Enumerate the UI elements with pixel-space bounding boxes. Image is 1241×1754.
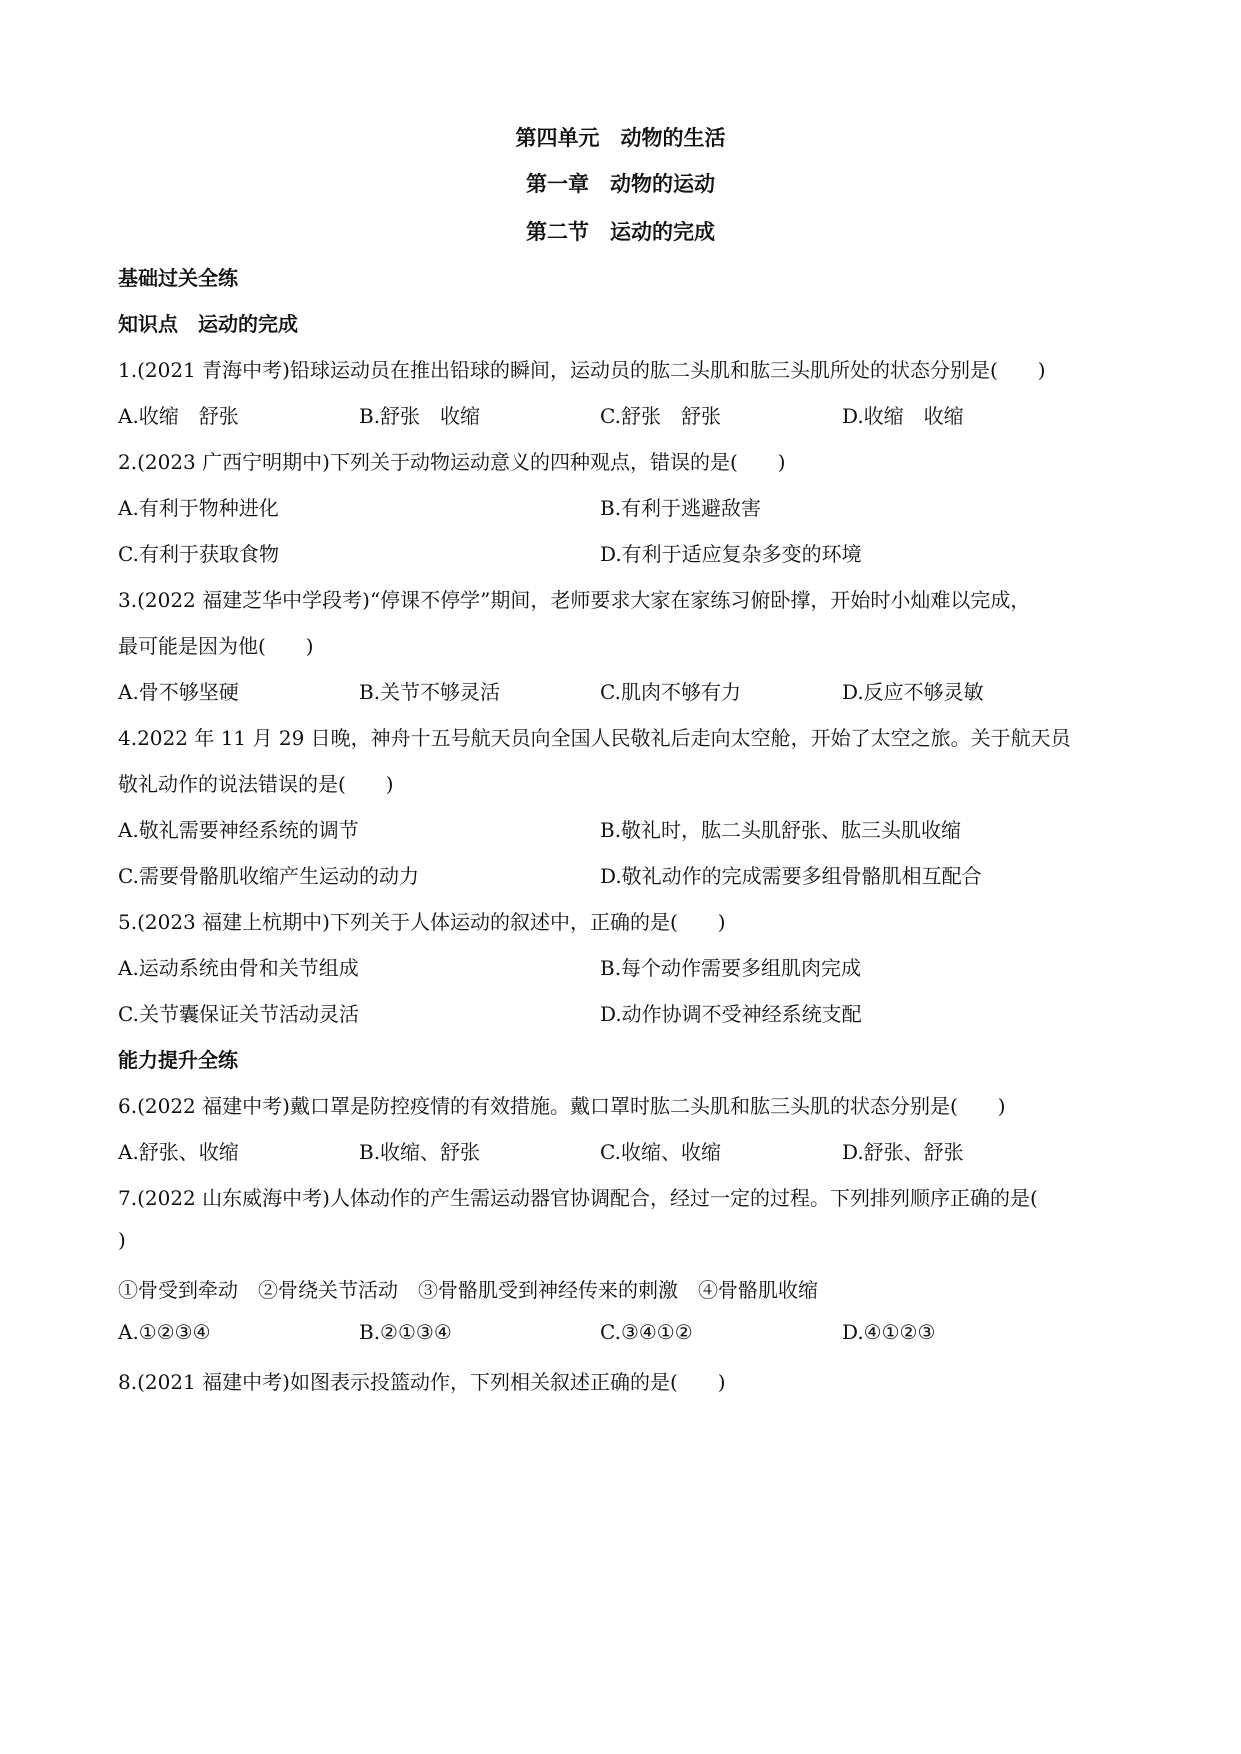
question-5-option-a: A.运动系统由骨和关节组成 — [118, 956, 359, 980]
advanced-practice-heading: 能力提升全练 — [118, 1048, 238, 1072]
question-7-stem-line-1: 7.(2022 山东威海中考)人体动作的产生需运动器官协调配合，经过一定的过程。下列排列顺序正确的是( — [118, 1186, 1038, 1210]
question-1-option-b: B.舒张 收缩 — [359, 404, 481, 428]
question-6-option-d: D.舒张、舒张 — [842, 1140, 964, 1164]
question-3-stem-line-2: 最可能是因为他( ) — [118, 634, 314, 658]
question-1-option-c: C.舒张 舒张 — [600, 404, 721, 428]
question-2-option-a: A.有利于物种进化 — [118, 496, 279, 520]
question-6-option-b: B.收缩、舒张 — [359, 1140, 481, 1164]
question-7-stem-line-2: ) — [118, 1228, 126, 1252]
question-7-option-d: D.④①②③ — [842, 1320, 936, 1344]
question-4-stem-line-1: 4.2022 年 11 月 29 日晚，神舟十五号航天员向全国人民敬礼后走向太空舱，开始了太空之旅。关于航天员 — [118, 726, 1071, 750]
question-5-option-d: D.动作协调不受神经系统支配 — [600, 1002, 862, 1026]
question-6-stem: 6.(2022 福建中考)戴口罩是防控疫情的有效措施。戴口罩时肱二头肌和肱三头肌的状态分别是( ) — [118, 1094, 1006, 1118]
section-title: 第二节 运动的完成 — [526, 220, 715, 244]
question-5-stem: 5.(2023 福建上杭期中)下列关于人体运动的叙述中，正确的是( ) — [118, 910, 726, 934]
question-4-option-c: C.需要骨骼肌收缩产生运动的动力 — [118, 864, 419, 888]
basic-practice-heading: 基础过关全练 — [118, 266, 238, 290]
question-3-option-b: B.关节不够灵活 — [359, 680, 501, 704]
question-7-option-c: C.③④①② — [600, 1320, 693, 1344]
question-3-stem-line-1: 3.(2022 福建芝华中学段考)“停课不停学”期间，老师要求大家在家练习俯卧撑，开始时小灿难以完成， — [118, 588, 1031, 612]
unit-title: 第四单元 动物的生活 — [515, 126, 726, 150]
question-4-option-a: A.敬礼需要神经系统的调节 — [118, 818, 359, 842]
question-7-option-a: A.①②③④ — [118, 1320, 211, 1344]
question-4-option-d: D.敬礼动作的完成需要多组骨骼肌相互配合 — [600, 864, 982, 888]
question-2-option-b: B.有利于逃避敌害 — [600, 496, 762, 520]
question-6-option-a: A.舒张、收缩 — [118, 1140, 239, 1164]
question-7-steps: ①骨受到牵动 ②骨绕关节活动 ③骨骼肌受到神经传来的刺激 ④骨骼肌收缩 — [118, 1278, 818, 1302]
question-5-option-c: C.关节囊保证关节活动灵活 — [118, 1002, 359, 1026]
question-3-option-c: C.肌肉不够有力 — [600, 680, 741, 704]
question-3-option-d: D.反应不够灵敏 — [842, 680, 984, 704]
question-2-option-c: C.有利于获取食物 — [118, 542, 279, 566]
question-8-stem: 8.(2021 福建中考)如图表示投篮动作，下列相关叙述正确的是( ) — [118, 1370, 726, 1394]
knowledge-point-heading: 知识点 运动的完成 — [118, 312, 298, 336]
question-7-option-b: B.②①③④ — [359, 1320, 452, 1344]
question-4-stem-line-2: 敬礼动作的说法错误的是( ) — [118, 772, 394, 796]
question-2-stem: 2.(2023 广西宁明期中)下列关于动物运动意义的四种观点，错误的是( ) — [118, 450, 786, 474]
question-2-option-d: D.有利于适应复杂多变的环境 — [600, 542, 862, 566]
question-1-stem: 1.(2021 青海中考)铅球运动员在推出铅球的瞬间，运动员的肱二头肌和肱三头肌所处的状态分别是( ) — [118, 358, 1046, 382]
question-6-option-c: C.收缩、收缩 — [600, 1140, 721, 1164]
chapter-title: 第一章 动物的运动 — [526, 172, 715, 196]
question-5-option-b: B.每个动作需要多组肌肉完成 — [600, 956, 862, 980]
question-1-option-d: D.收缩 收缩 — [842, 404, 964, 428]
question-4-option-b: B.敬礼时，肱二头肌舒张、肱三头肌收缩 — [600, 818, 962, 842]
question-3-option-a: A.骨不够坚硬 — [118, 680, 239, 704]
question-1-option-a: A.收缩 舒张 — [118, 404, 239, 428]
